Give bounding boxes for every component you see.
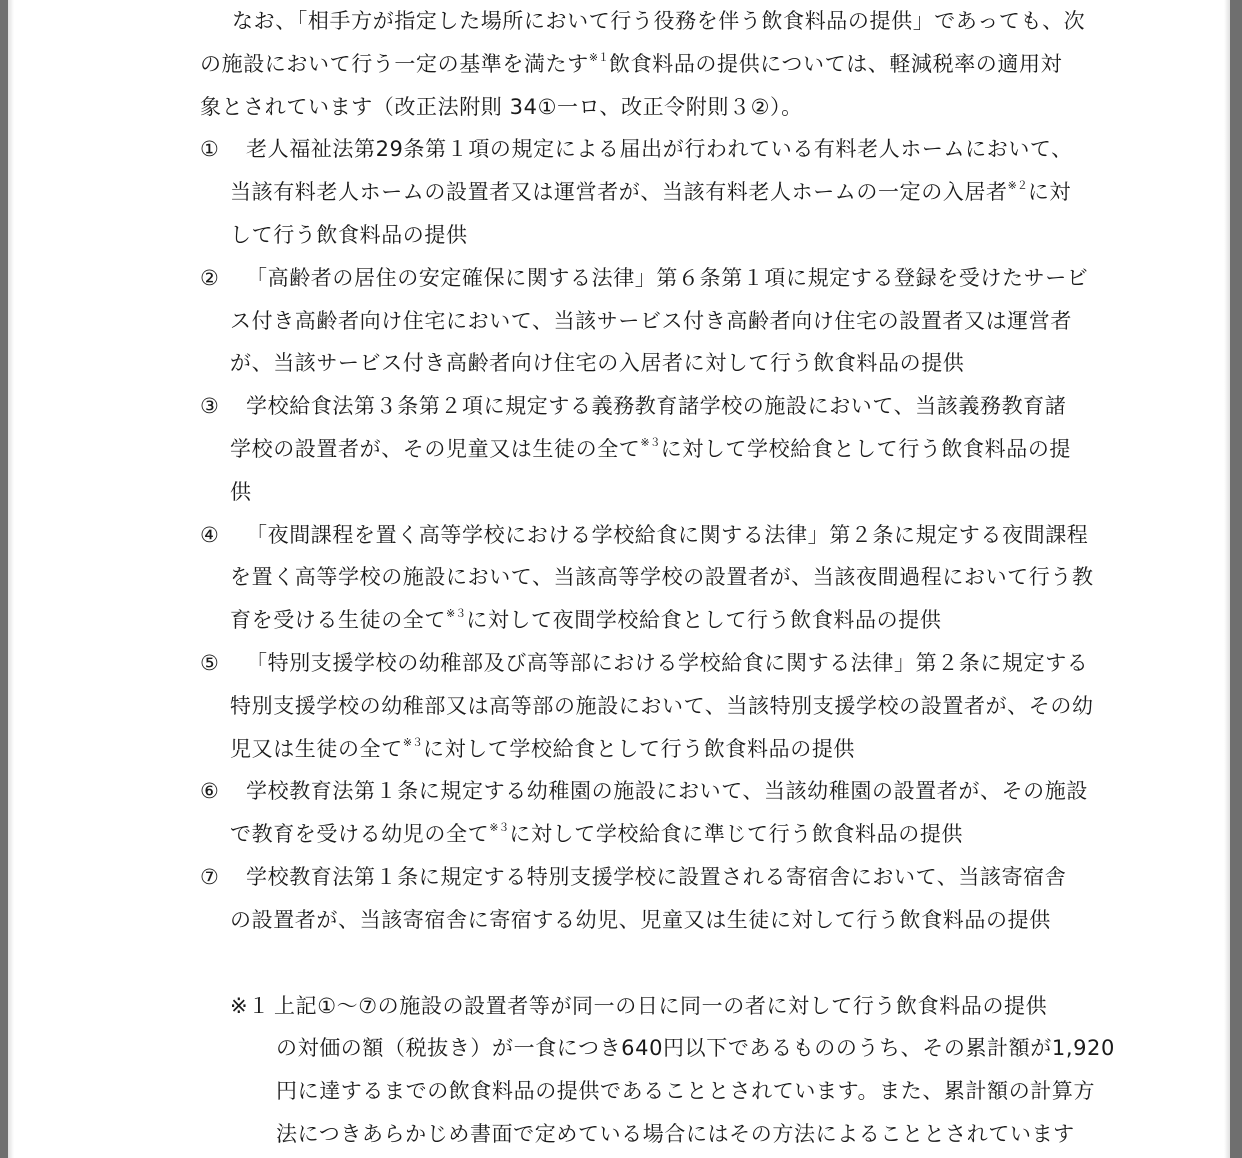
intro-line: 象とされています（改正法附則 34①一ロ、改正令附則３②）。 — [200, 94, 803, 119]
item-text: に対して夜間学校給食として行う飲食料品の提供 — [466, 608, 942, 633]
footnote-ref: ※３ — [489, 821, 510, 835]
item-text: で教育を受ける幼児の全て — [230, 822, 490, 847]
item-line — [200, 813, 1130, 856]
item-text: 「夜間課程を置く高等学校における学校給食に関する法律」第２条に規定する夜間課程 — [246, 522, 1089, 547]
note-line — [200, 985, 1130, 1028]
item-text: 育を受ける生徒の全て — [230, 608, 446, 633]
item-line: の設置者が、当該寄宿舎に寄宿する幼児、児童又は生徒に対して行う飲食料品の提供 — [230, 907, 1051, 932]
item-text: 当該有料老人ホームの設置者又は運営者が、当該有料老人ホームの一定の入居者 — [230, 180, 1008, 205]
item-line: が、当該サービス付き高齢者向け住宅の入居者に対して行う飲食料品の提供 — [230, 351, 965, 376]
page-edge-shadow — [1224, 0, 1230, 1158]
item-line: を置く高等学校の施設において、当該高等学校の設置者が、当該夜間過程において行う教 — [230, 565, 1094, 590]
item-line — [200, 257, 1130, 300]
list-item-4 — [200, 514, 1130, 642]
item-marker: ② — [200, 265, 220, 290]
item-line: 供 — [230, 479, 252, 504]
item-text: に対して学校給食に準じて行う飲食料品の提供 — [509, 822, 964, 847]
item-marker: ③ — [200, 394, 220, 419]
item-marker: ④ — [200, 522, 220, 547]
item-text: 児又は生徒の全て — [230, 736, 403, 761]
footnote-1 — [200, 985, 1130, 1156]
item-text: に対して学校給食として行う飲食料品の提供 — [423, 736, 856, 761]
footnote-ref: ※３ — [640, 435, 661, 449]
item-line — [200, 770, 1130, 813]
item-line — [200, 728, 1130, 771]
footnote-ref: ※３ — [446, 607, 467, 621]
item-text: 「特別支援学校の幼稚部及び高等部における学校給食に関する法律」第２条に規定する — [246, 650, 1089, 675]
list-item-3 — [200, 385, 1130, 513]
intro-text: の施設において行う一定の基準を満たす — [200, 51, 589, 76]
intro-line: なお、「相手方が指定した場所において行う役務を伴う飲食料品の提供」であっても、次 — [232, 9, 1086, 33]
item-line — [200, 599, 1130, 642]
note-text: 上記①～⑦の施設の設置者等が同一の日に同一の者に対して行う飲食料品の提供 — [274, 993, 1048, 1018]
item-line — [200, 385, 1130, 428]
item-marker: ⑦ — [200, 864, 220, 889]
note-line: 法につきあらかじめ書面で定めている場合にはその方法によることとされています — [276, 1121, 1075, 1146]
note-line: の対価の額（税抜き）が一食につき640円以下であるもののうち、その累計額が1,920 — [276, 1036, 1115, 1061]
footnote-ref: ※３ — [402, 735, 424, 749]
item-marker: ⑥ — [200, 779, 220, 804]
item-text: 「高齢者の居住の安定確保に関する法律」第６条第１項に規定する登録を受けたサービ — [246, 265, 1089, 290]
item-line: 特別支援学校の幼稚部又は高等部の施設において、当該特別支援学校の設置者が、その幼 — [230, 693, 1094, 718]
intro-text: 飲食料品の提供については、軽減税率の適用対 — [609, 51, 1063, 76]
document-page — [8, 0, 1230, 1158]
document-body — [200, 0, 1130, 1156]
item-text: 老人福祉法第29条第１項の規定による届出が行われている有料老人ホームにおいて、 — [246, 137, 1073, 162]
item-text: 学校教育法第１条に規定する幼稚園の施設において、当該幼稚園の設置者が、その施設 — [246, 779, 1088, 804]
list-item-7 — [200, 856, 1130, 942]
intro-line — [200, 43, 1130, 86]
intro-paragraph — [200, 0, 1130, 128]
item-marker: ⑤ — [200, 650, 220, 675]
item-line — [200, 128, 1130, 171]
item-line — [200, 514, 1130, 557]
item-line — [200, 428, 1130, 471]
list-item-6 — [200, 770, 1130, 856]
item-line: して行う飲食料品の提供 — [230, 222, 468, 247]
item-text: に対して学校給食として行う飲食料品の提 — [660, 436, 1072, 461]
footnote-ref: ※２ — [1007, 179, 1028, 193]
list-item-2 — [200, 257, 1130, 385]
note-marker: ※１ — [230, 993, 270, 1018]
list-item-1 — [200, 128, 1130, 256]
paragraph-spacer — [200, 942, 1130, 985]
item-line — [200, 856, 1130, 899]
note-line: 円に達するまでの飲食料品の提供であることとされています。また、累計額の計算方 — [276, 1079, 1096, 1104]
item-marker: ① — [200, 137, 220, 162]
item-text: に対 — [1027, 180, 1072, 205]
list-item-5 — [200, 642, 1130, 770]
item-line — [200, 171, 1130, 214]
item-text: 学校の設置者が、その児童又は生徒の全て — [230, 436, 641, 461]
page-edge-shadow — [8, 0, 14, 1158]
item-line: ス付き高齢者向け住宅において、当該サービス付き高齢者向け住宅の設置者又は運営者 — [230, 308, 1072, 333]
item-text: 学校教育法第１条に規定する特別支援学校に設置される寄宿舎において、当該寄宿舎 — [246, 864, 1067, 889]
item-text: 学校給食法第３条第２項に規定する義務教育諸学校の施設において、当該義務教育諸 — [246, 394, 1067, 419]
item-line — [200, 642, 1130, 685]
footnote-ref: ※１ — [588, 50, 610, 64]
